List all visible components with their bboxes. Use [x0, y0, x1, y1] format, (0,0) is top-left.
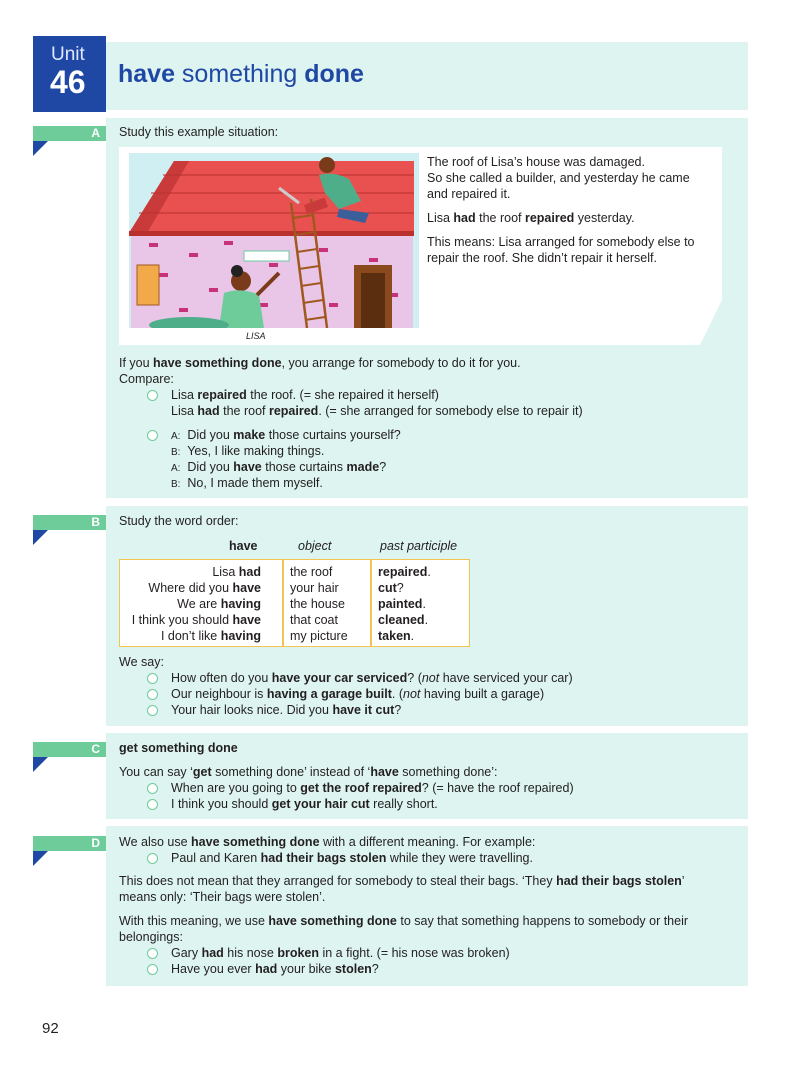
object-cell: the roof — [290, 565, 333, 579]
section-a-intro: Study this example situation: — [119, 125, 279, 139]
header-have: have — [229, 539, 258, 553]
table-divider — [282, 560, 284, 646]
section-b-intro: Study the word order: — [119, 514, 239, 528]
section-b-tab: B — [33, 515, 106, 530]
past-participle-column — [378, 564, 431, 644]
compare-label: Compare: — [119, 372, 174, 386]
bullet-icon — [147, 689, 158, 700]
table-divider — [370, 560, 372, 646]
bullet-icon — [147, 799, 158, 810]
pp-cell: cleaned. — [378, 613, 429, 627]
table-row: We are having — [177, 597, 261, 611]
pp-cell: repaired. — [378, 565, 431, 579]
section-c-heading: get something done — [119, 741, 238, 755]
dialog-line: B: Yes, I like making things. — [171, 444, 325, 458]
section-d-intro: We also use have something done with a different meaning. For example: — [119, 835, 536, 849]
pp-cell: painted. — [378, 597, 426, 611]
section-c-tab: C — [33, 742, 106, 757]
bullet-icon — [147, 853, 158, 864]
dialog-line: B: No, I made them myself. — [171, 476, 323, 490]
pp-cell: taken. — [378, 629, 415, 643]
story-line-2: So she called a builder, and yesterday he came — [427, 171, 690, 185]
unit-badge — [33, 36, 106, 112]
illustration-caption: LISA — [246, 331, 266, 341]
example-bike-stolen: Have you ever had your bike stolen? — [171, 962, 379, 976]
section-d-tab: D — [33, 836, 106, 851]
example-box-fold — [700, 300, 722, 345]
bullet-icon — [147, 783, 158, 794]
rule-have-something-done: If you have something done, you arrange for somebody to do it for you. — [119, 356, 521, 370]
object-cell: the house — [290, 597, 345, 611]
story-line-1: The roof of Lisa’s house was damaged. — [427, 155, 645, 169]
section-a-tab: A — [33, 126, 106, 141]
header-object: object — [298, 539, 332, 553]
example-bags-stolen: Paul and Karen had their bags stolen while they were travelling. — [171, 851, 533, 865]
section-a-tab-corner — [33, 141, 48, 156]
title-band — [106, 42, 748, 110]
explanation-line-2: means only: ‘Their bags were stolen’. — [119, 890, 326, 904]
get-instead-of-have: You can say ‘get something done’ instead of ‘have something done’: — [119, 765, 498, 779]
object-cell: my picture — [290, 629, 348, 643]
story-sentence-had-repaired: Lisa had the roof repaired yesterday. — [427, 211, 635, 225]
story-meaning-1: This means: Lisa arranged for somebody else to — [427, 235, 695, 249]
section-b-tab-corner — [33, 530, 48, 545]
dialog-line: A: Did you have those curtains made? — [171, 460, 387, 474]
object-cell: that coat — [290, 613, 338, 627]
unit-label: Unit — [51, 44, 85, 65]
header-past-participle: past participle — [380, 539, 458, 553]
bullet-icon — [147, 705, 158, 716]
object-cell: your hair — [290, 581, 339, 595]
example-get-roof-repaired: When are you going to get the roof repaired? (= have the roof repaired) — [171, 781, 574, 795]
meaning-line-2: belongings: — [119, 930, 183, 944]
pp-cell: cut? — [378, 581, 404, 595]
have-column — [132, 564, 261, 644]
bullet-icon — [147, 673, 158, 684]
bullet-icon — [147, 964, 158, 975]
object-column — [290, 564, 348, 644]
section-c-tab-corner — [33, 757, 48, 772]
meaning-line-1: With this meaning, we use have something done to say that something happens to somebody or their — [119, 914, 689, 928]
dialog-line: A: Did you make those curtains yourself? — [171, 428, 401, 442]
example-had-repaired: Lisa had the roof repaired. (= she arranged for somebody else to repair it) — [171, 404, 583, 418]
explanation-line-1: This does not mean that they arranged for somebody to steal their bags. ‘They had their bags stolen’ — [119, 874, 685, 888]
example-nose-broken: Gary had his nose broken in a fight. (= his nose was broken) — [171, 946, 510, 960]
story-meaning-2: repair the roof. She didn’t repair it herself. — [427, 251, 657, 265]
bullet-icon — [147, 948, 158, 959]
table-row: Where did you have — [148, 581, 261, 595]
page-number: 92 — [42, 1020, 59, 1037]
unit-number: 46 — [50, 64, 86, 100]
example-hair-cut: Your hair looks nice. Did you have it cut? — [171, 703, 402, 717]
example-car-serviced: How often do you have your car serviced? (not have serviced your car) — [171, 671, 573, 685]
example-repaired: Lisa repaired the roof. (= she repaired it herself) — [171, 388, 439, 402]
table-row: I think you should have — [131, 613, 261, 627]
roof-repair-illustration — [129, 153, 419, 328]
unit-title: have something done — [118, 60, 364, 88]
we-say-label: We say: — [119, 655, 164, 669]
story-line-3: and repaired it. — [427, 187, 511, 201]
example-garage-built: Our neighbour is having a garage built. (not having built a garage) — [171, 687, 545, 701]
example-get-hair-cut: I think you should get your hair cut really short. — [171, 797, 438, 811]
bullet-icon — [147, 390, 158, 401]
table-row: Lisa had — [212, 565, 261, 579]
table-row: I don’t like having — [160, 629, 261, 643]
word-order-table — [119, 559, 470, 647]
bullet-icon — [147, 430, 158, 441]
section-d-tab-corner — [33, 851, 48, 866]
